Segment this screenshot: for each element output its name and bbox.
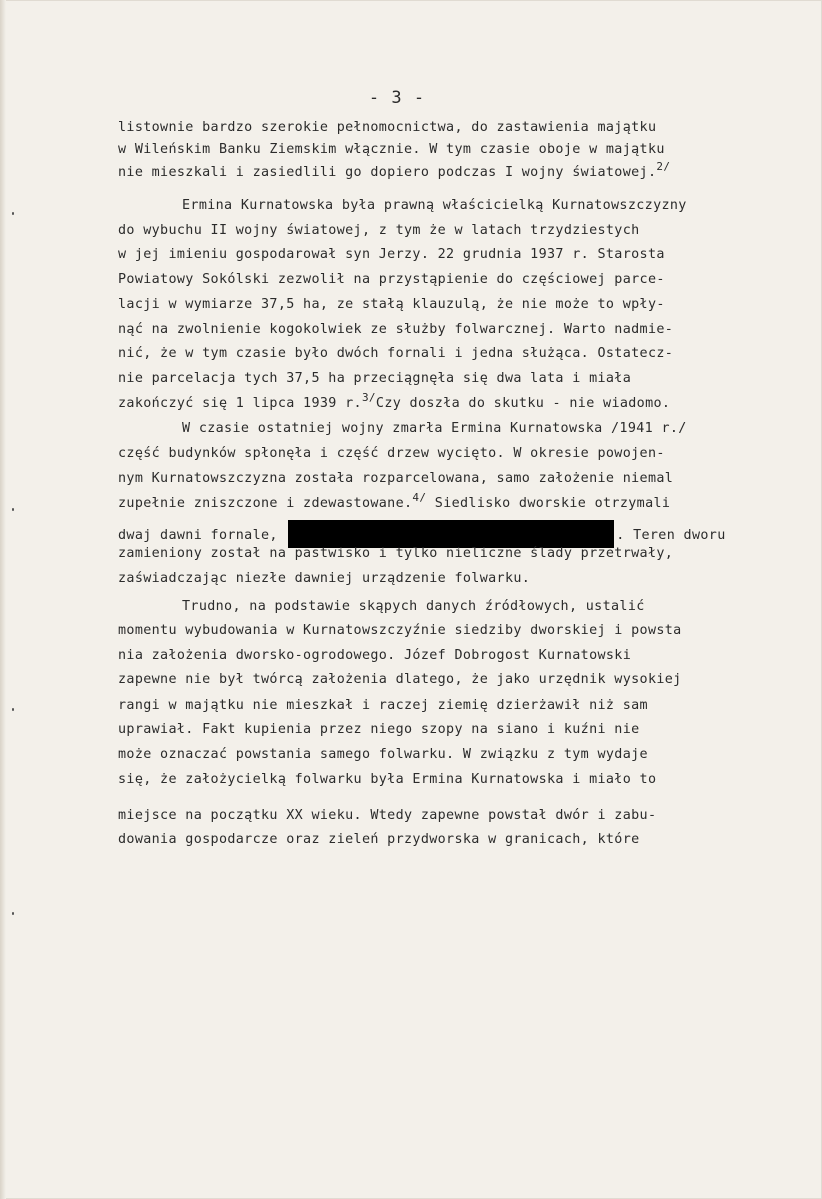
margin-mark <box>12 508 14 511</box>
line-text: rangi w majątku nie mieszkał i raczej ziemię dzierżawił niż sam <box>118 698 648 713</box>
line-text: lacji w wymiarze 37,5 ha, ze stałą klauzulą, że nie może to wpły- <box>118 297 665 312</box>
line-text: zupełnie zniszczone i zdewastowane. <box>118 496 413 511</box>
text-line <box>118 569 530 589</box>
line-text: dowania gospodarcze oraz zieleń przydworska w granicach, które <box>118 832 640 847</box>
line-text: Trudno, na podstawie skąpych danych źródłowych, ustalić <box>182 599 645 614</box>
line-text: W czasie ostatniej wojny zmarła Ermina Kurnatowska /1941 r./ <box>182 421 687 436</box>
text-line <box>118 770 656 790</box>
text-line <box>118 320 673 340</box>
text-line <box>118 670 682 690</box>
line-text-continued: Siedlisko dworskie otrzymali <box>426 496 671 511</box>
text-line <box>118 830 640 850</box>
text-line <box>118 344 673 364</box>
line-text: miejsce na początku XX wieku. Wtedy zapewne powstał dwór i zabu- <box>118 808 657 823</box>
line-text: nym Kurnatowszczyzna została rozparcelowana, samo założenie niemal <box>118 471 674 486</box>
text-line <box>118 806 656 826</box>
text-line <box>118 444 665 464</box>
line-text-continued: Czy doszła do skutku - nie wiadomo. <box>375 396 671 411</box>
text-line <box>118 245 665 265</box>
text-line <box>118 419 687 439</box>
line-text-continued: . Teren dworu <box>616 528 726 543</box>
line-text: może oznaczać powstania samego folwarku. W związku z tym wydaje <box>118 747 648 762</box>
text-line <box>118 720 640 740</box>
text-line <box>118 597 645 617</box>
line-text: nia założenia dworsko-ogrodowego. Józef Dobrogost Kurnatowski <box>118 648 632 663</box>
line-text: nić, że w tym czasie było dwóch fornali i jedna służąca. Ostatecz- <box>118 346 674 361</box>
line-text: nie mieszkali i zasiedlili go dopiero podczas I wojny światowej. <box>118 165 657 180</box>
line-text: zakończyć się 1 lipca 1939 r. <box>118 396 362 411</box>
line-text: do wybuchu II wojny światowej, z tym że w latach trzydziestych <box>118 223 640 238</box>
margin-mark <box>12 708 14 711</box>
line-text: dwaj dawni fornale, <box>118 528 287 543</box>
text-line <box>118 696 648 716</box>
line-text: uprawiał. Fakt kupienia przez niego szopy na siano i kuźni nie <box>118 722 640 737</box>
page-number: - 3 - <box>368 88 426 108</box>
text-line <box>118 118 656 138</box>
footnote-ref: 3/ <box>361 391 376 404</box>
text-line <box>118 646 631 666</box>
text-line <box>118 491 671 514</box>
text-line <box>118 196 687 216</box>
line-text: w jej imieniu gospodarował syn Jerzy. 22 grudnia 1937 r. Starosta <box>118 247 665 262</box>
line-text: część budynków spłonęła i część drzew wycięto. W okresie powojen- <box>118 446 665 461</box>
margin-mark <box>12 912 14 915</box>
text-line <box>118 544 673 564</box>
line-text: w Wileńskim Banku Ziemskim włącznie. W tym czasie oboje w majątku <box>118 142 665 157</box>
text-line <box>118 160 671 183</box>
text-line <box>118 391 671 414</box>
text-line <box>118 621 682 641</box>
line-text: nąć na zwolnienie kogokolwiek ze służby folwarcznej. Warto nadmie- <box>118 322 674 337</box>
text-line <box>118 469 673 489</box>
line-text: listownie bardzo szerokie pełnomocnictwa, do zastawienia majątku <box>118 120 657 135</box>
line-text: się, że założycielką folwarku była Ermina Kurnatowska i miało to <box>118 772 657 787</box>
footnote-ref: 2/ <box>656 160 671 173</box>
text-line <box>118 270 665 290</box>
margin-mark <box>12 212 14 215</box>
line-text: Ermina Kurnatowska była prawną właścicielką Kurnatowszczyzny <box>182 198 687 213</box>
text-line <box>118 369 631 389</box>
line-text: nie parcelacja tych 37,5 ha przeciągnęła się dwa lata i miała <box>118 371 632 386</box>
line-text: Powiatowy Sokólski zezwolił na przystąpienie do częściowej parce- <box>118 272 665 287</box>
line-text: zapewne nie był twórcą założenia dlatego, że jako urzędnik wysokiej <box>118 672 682 687</box>
text-line <box>118 221 640 241</box>
text-line <box>118 745 648 765</box>
line-text: momentu wybudowania w Kurnatowszczyźnie siedziby dworskiej i powsta <box>118 623 682 638</box>
line-text: zamieniony został na pastwisko i tylko nieliczne ślady przetrwały, <box>118 546 674 561</box>
line-text: zaświadczając niezłe dawniej urządzenie folwarku. <box>118 571 531 586</box>
footnote-ref: 4/ <box>412 491 427 504</box>
text-line <box>118 295 665 315</box>
text-line <box>118 140 665 160</box>
